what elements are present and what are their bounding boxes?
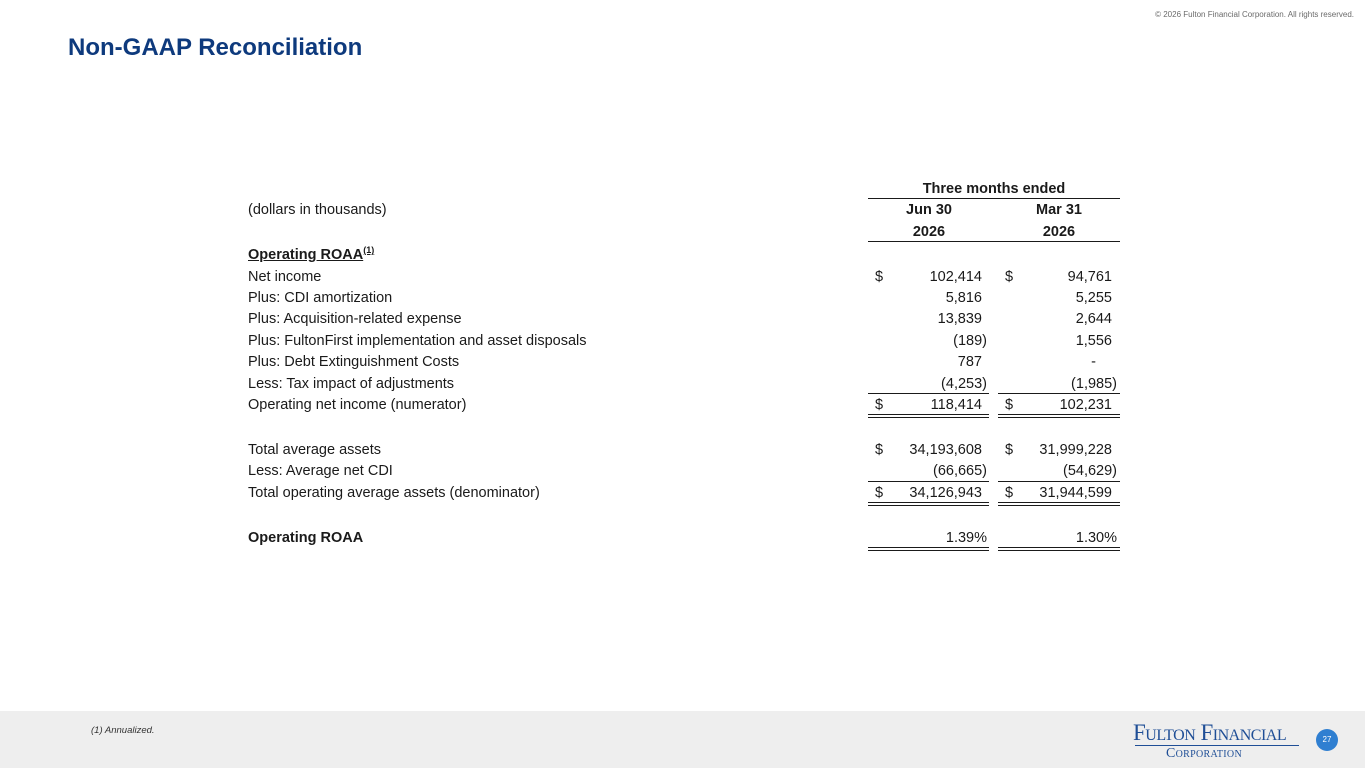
row-col2-value: 31,999,228 bbox=[1039, 442, 1112, 458]
assets-rule-col2 bbox=[998, 481, 1120, 482]
logo-bottom-text: Corporation bbox=[1166, 746, 1242, 761]
assets-double-rule-col2 bbox=[998, 502, 1120, 506]
row-col1-value: (189) bbox=[953, 333, 987, 349]
row-col2-currency: $ bbox=[1005, 485, 1014, 501]
row-col1-value: 787 bbox=[957, 354, 982, 370]
page-number-badge: 27 bbox=[1316, 729, 1338, 751]
row-col1-value: 102,414 bbox=[929, 269, 982, 285]
row-col2-value: 1.30% bbox=[1075, 530, 1117, 546]
row-col1-value: 5,816 bbox=[945, 290, 982, 306]
row-col2-value: 2,644 bbox=[1075, 311, 1112, 327]
row-label: Plus: FultonFirst implementation and asset disposals bbox=[248, 333, 587, 349]
row-col1-currency: $ bbox=[875, 442, 884, 458]
section-heading-footnote-ref: (1) bbox=[363, 245, 375, 256]
column-1-month: Jun 30 bbox=[906, 202, 952, 218]
row-col2-value: 31,944,599 bbox=[1039, 485, 1112, 501]
header-rule bbox=[868, 198, 1120, 199]
row-col2-value: 102,231 bbox=[1059, 397, 1112, 413]
column-2-month: Mar 31 bbox=[1036, 202, 1082, 218]
row-label: Operating ROAA bbox=[248, 530, 364, 546]
row-col2-currency: $ bbox=[1005, 269, 1014, 285]
group-header: Three months ended bbox=[922, 181, 1066, 197]
units-label: (dollars in thousands) bbox=[248, 202, 387, 218]
row-col1-currency: $ bbox=[875, 269, 884, 285]
row-label: Net income bbox=[248, 269, 322, 285]
row-label: Less: Tax impact of adjustments bbox=[248, 376, 455, 392]
row-col1-value: 13,839 bbox=[937, 311, 982, 327]
assets-rule-col1 bbox=[868, 481, 989, 482]
row-label: Total average assets bbox=[248, 442, 381, 458]
footer-bar bbox=[0, 711, 1365, 768]
fulton-financial-logo bbox=[1133, 721, 1301, 761]
row-col1-value: 34,193,608 bbox=[909, 442, 982, 458]
row-col1-value: 118,414 bbox=[930, 397, 982, 413]
row-col2-currency: $ bbox=[1005, 442, 1014, 458]
row-col2-value: 1,556 bbox=[1075, 333, 1112, 349]
row-col1-value: 1.39% bbox=[945, 530, 987, 546]
total-double-rule-col1 bbox=[868, 414, 989, 418]
row-label: Total operating average assets (denominator) bbox=[248, 485, 540, 501]
column-2-year: 2026 bbox=[1042, 224, 1076, 240]
row-label: Less: Average net CDI bbox=[248, 463, 393, 479]
row-label: Plus: Debt Extinguishment Costs bbox=[248, 354, 460, 370]
row-col2-value: (1,985) bbox=[1071, 376, 1117, 392]
subtotal-rule-col1 bbox=[868, 393, 989, 394]
roaa-double-rule-col2 bbox=[998, 547, 1120, 551]
copyright-notice: © 2026 Fulton Financial Corporation. All rights reserved. bbox=[1155, 10, 1354, 19]
subtotal-rule-col2 bbox=[998, 393, 1120, 394]
header-bottom-rule bbox=[868, 241, 1120, 242]
assets-double-rule-col1 bbox=[868, 502, 989, 506]
section-heading bbox=[248, 246, 374, 264]
roaa-double-rule-col1 bbox=[868, 547, 989, 551]
row-col2-value: 94,761 bbox=[1067, 269, 1112, 285]
total-double-rule-col2 bbox=[998, 414, 1120, 418]
row-label: Operating net income (numerator) bbox=[248, 397, 467, 413]
row-col1-currency: $ bbox=[875, 485, 884, 501]
row-col2-value: - bbox=[1091, 354, 1096, 370]
column-1-year: 2026 bbox=[912, 224, 946, 240]
row-col1-value: 34,126,943 bbox=[909, 485, 982, 501]
row-col2-value: (54,629) bbox=[1062, 463, 1117, 479]
row-col2-currency: $ bbox=[1005, 397, 1014, 413]
row-col1-value: (66,665) bbox=[932, 463, 987, 479]
logo-top-text: Fulton Financial bbox=[1133, 720, 1287, 745]
row-col2-value: 5,255 bbox=[1075, 290, 1112, 306]
footnote: (1) Annualized. bbox=[91, 725, 155, 736]
row-label: Plus: Acquisition-related expense bbox=[248, 311, 462, 327]
section-heading-text: Operating ROAA bbox=[248, 247, 364, 263]
page-title: Non-GAAP Reconciliation bbox=[68, 34, 363, 61]
row-col1-currency: $ bbox=[875, 397, 884, 413]
row-col1-value: (4,253) bbox=[941, 376, 987, 392]
row-label: Plus: CDI amortization bbox=[248, 290, 393, 306]
